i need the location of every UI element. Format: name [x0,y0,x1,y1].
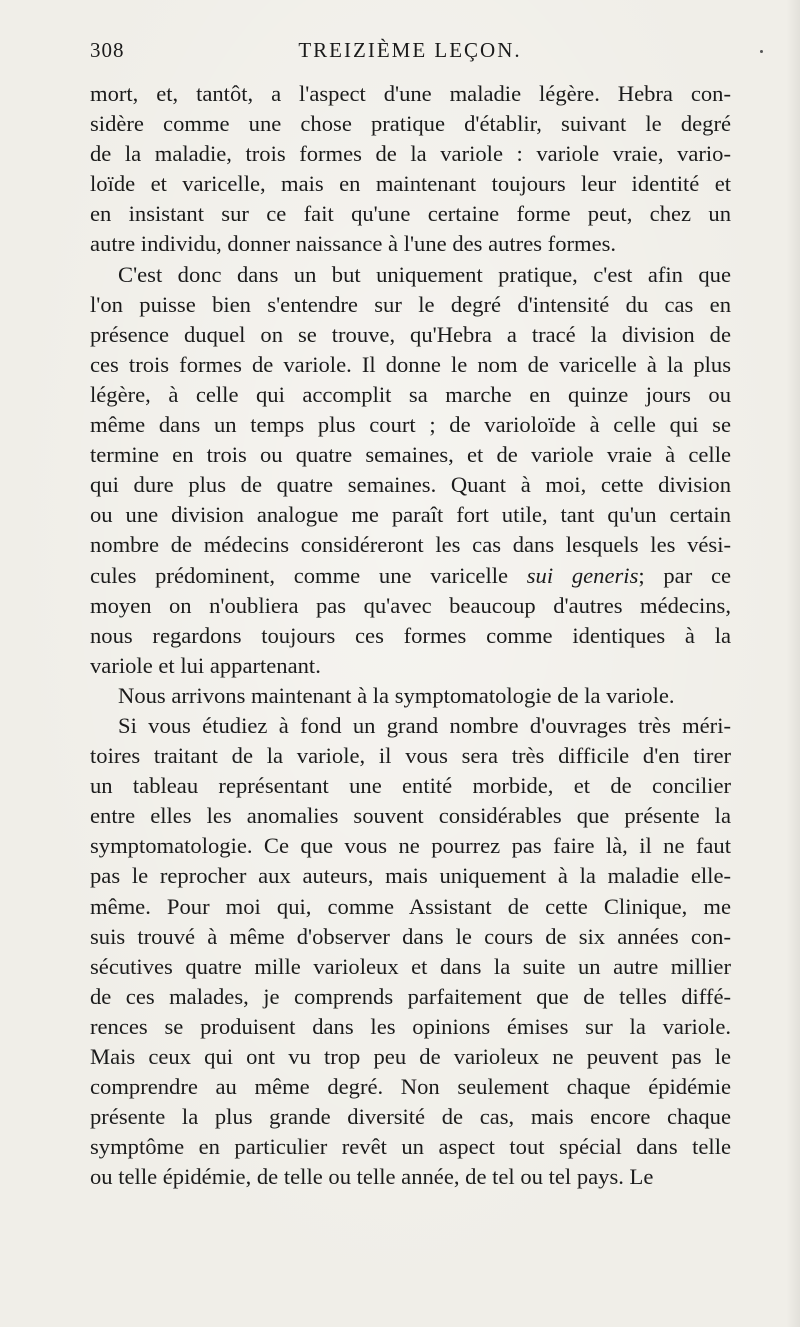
text-line: nombre de médecins considéreront les cas dans lesquels les vési- [90,532,731,558]
paragraph [90,681,731,711]
text-line: un tableau représentant une entité morbide, et de concilier [90,773,731,799]
paragraph [90,79,731,260]
text-line: ou telle épidémie, de telle ou telle année, de tel ou tel pays. Le [90,1164,654,1190]
text-line: Nous arrivons maintenant à la symptomatologie de la variole. [118,682,675,708]
page-edge-shadow [786,0,800,1327]
text-line: présente la plus grande diversité de cas, mais encore chaque [90,1104,731,1130]
text-line: symptôme en particulier revêt un aspect tout spécial dans telle [90,1134,731,1160]
print-speck [760,50,763,53]
text-line: qui dure plus de quatre semaines. Quant à moi, cette division [90,472,731,498]
text-line: Mais ceux qui ont vu trop peu de varioleux ne peuvent pas le [90,1044,731,1069]
text-line: C'est donc dans un but uniquement pratique, c'est afin que [118,261,731,287]
text-line: entre elles les anomalies souvent considérables que présente la [90,803,731,829]
text-line: de la maladie, trois formes de la variole : variole vraie, vario- [90,141,731,167]
text-line: légère, à celle qui accomplit sa marche en quinze jours ou [90,381,731,407]
text-line: l'on puisse bien s'entendre sur le degré d'intensité du cas en [90,291,731,317]
text-line: sécutives quatre mille varioleux et dans la suite un autre millier [90,953,731,979]
text-line: suis trouvé à même d'observer dans le cours de six années con- [90,923,731,949]
text-line: rences se produisent dans les opinions émises sur la variole. [90,1013,731,1039]
text-line: de ces malades, je comprends parfaitement que de telles diffé- [90,983,731,1009]
text-line: moyen on n'oubliera pas qu'avec beaucoup d'autres médecins, [90,592,731,618]
latin-phrase: sui generis [526,562,639,588]
text-line: pas le reprocher aux auteurs, mais uniquement à la maladie elle- [90,863,731,889]
running-title: TREIZIÈME LEÇON. [298,38,522,62]
text-line: loïde et varicelle, mais en maintenant toujours leur identité et [90,171,731,197]
paragraph [90,711,731,1193]
text-line: variole et lui appartenant. [90,652,321,678]
running-head [90,38,730,70]
text-line: toires traitant de la variole, il vous sera très difficile d'en tirer [90,743,731,769]
text-line: même dans un temps plus court ; de varioloïde à celle qui se [90,412,731,438]
text-line: même. Pour moi qui, comme Assistant de cette Clinique, me [90,893,731,919]
body-text [90,79,731,1192]
paragraph [90,260,731,681]
text-line: présence duquel on se trouve, qu'Hebra a tracé la division de [90,321,731,347]
text-line: symptomatologie. Ce que vous ne pourrez pas faire là, il ne faut [90,833,731,859]
page-number: 308 [90,38,125,62]
text-line: Si vous étudiez à fond un grand nombre d'ouvrages très méri- [118,712,731,738]
text-line: en insistant sur ce fait qu'une certaine forme peut, chez un [90,201,731,227]
text-line: termine en trois ou quatre semaines, et de variole vraie à celle [90,442,731,468]
text-line: mort, et, tantôt, a l'aspect d'une maladie légère. Hebra con- [90,81,731,106]
text-line: cules prédominent, comme une varicelle sui generis; par ce [90,562,731,588]
text-line: ou une division analogue me paraît fort utile, tant qu'un certain [90,502,731,528]
text-line: autre individu, donner naissance à l'une des autres formes. [90,231,617,257]
text-line: comprendre au même degré. Non seulement chaque épidémie [90,1074,731,1100]
text-line: ces trois formes de variole. Il donne le nom de varicelle à la plus [90,351,731,377]
text-line: nous regardons toujours ces formes comme identiques à la [90,622,731,648]
text-line: sidère comme une chose pratique d'établir, suivant le degré [90,111,731,137]
